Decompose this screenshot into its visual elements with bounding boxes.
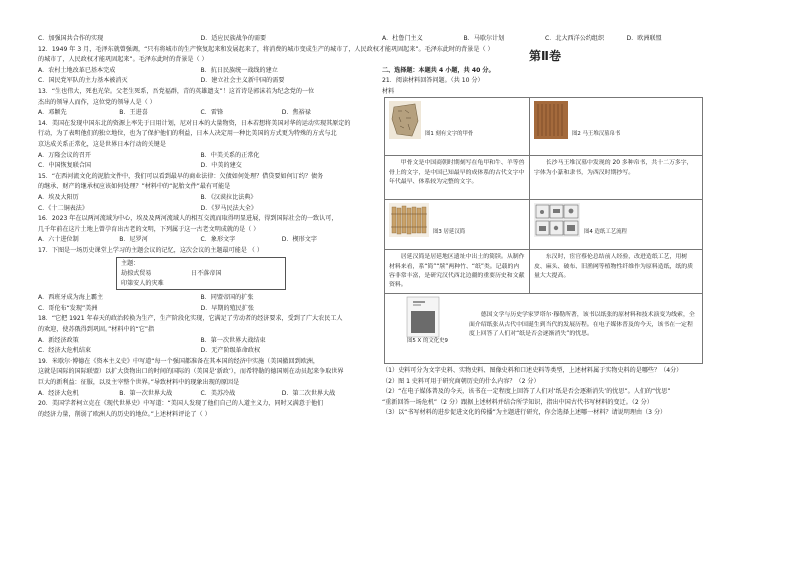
- answer-option: A．邓颖先: [38, 109, 67, 117]
- answer-option: C．雷锋: [200, 109, 224, 117]
- answer-option: B．中美关系的正常化: [200, 151, 260, 159]
- keyword-box: [116, 257, 286, 290]
- left-question-list-2: [38, 293, 363, 420]
- book-cover-image: [407, 297, 439, 337]
- keyword-1: 劫掠式贸易: [121, 270, 152, 278]
- fig2-caption: 图2 马王堆汉墓帛书: [572, 131, 621, 138]
- fig5-cell: [385, 294, 703, 364]
- fig1-caption: 图1 刻有文字的甲骨: [425, 131, 474, 138]
- answer-option: B．尼罗河: [119, 236, 148, 244]
- answer-options: [38, 66, 363, 77]
- right-column: [382, 34, 708, 418]
- q20-option-a: A．杜鲁门主义: [382, 35, 423, 42]
- question-text-line: 17．下图是一场历史课堂上学习的主题会议的记忆，这次会议的主题最可能是 （ ）: [38, 246, 263, 254]
- text1: 甲骨文是中国商朝时期刻写在龟甲和牛、羊等兽骨上的文字，是中国已知最早的成体系的古代文字中年代最早、体系较为完整的文字。: [385, 156, 530, 200]
- answer-options: [38, 235, 363, 246]
- question-text-line: 18．“它把 1921 年春天的政治转换为生产，生产阶段化实现，它满足了劳动者的经济要求，受到了广大农民工人: [38, 315, 343, 323]
- sub-question-3: （2）“在电子媒体普及的今天，该书在一定程度上回答了人们对‘纸是否会逐渐消失’的忧思”。人们的“忧思”: [382, 388, 671, 396]
- question-21: 21．阅读材料回答问题。（共 10 分）: [382, 77, 484, 85]
- fig2-cell: [530, 98, 703, 156]
- silk-manuscript-image: [534, 101, 568, 139]
- answer-option: C．国民党军队的主力基本被消灭: [38, 77, 128, 85]
- answer-option: D．楔形文字: [281, 236, 317, 244]
- question-text-line: 15．“在西河流文化的泥胎文件中，我们可以看到最早的商业法律：欠债如何处理？借贷要如何订约？债务: [38, 172, 324, 180]
- question-text-line: 的欢迎，使苏俄得到巩固。”材料中的“它”指: [38, 326, 155, 334]
- q20-option-b: B．马歇尔计划: [463, 35, 505, 42]
- answer-options: [38, 108, 363, 119]
- q20-options: [382, 34, 708, 45]
- answer-option: A．六十进位制: [38, 236, 79, 244]
- answer-option: B．第一次世界大战结束: [200, 336, 266, 344]
- answer-option: C．中国恢复联合国: [38, 162, 92, 170]
- answer-options: [38, 346, 363, 357]
- answer-options: [38, 304, 363, 315]
- fig3-caption: 图3 居延汉简: [433, 229, 466, 236]
- answer-option: B．抗日民族统一战线的建立: [200, 66, 278, 74]
- answer-options: [38, 76, 363, 87]
- answer-option: D．早期的殖民扩张: [200, 304, 254, 312]
- fig5-block: [407, 297, 469, 346]
- answer-option: C．哥伦布“发现”美洲: [38, 304, 98, 312]
- answer-options: [38, 293, 363, 304]
- answer-option: A．经济大危机: [38, 389, 79, 397]
- question-text-line: 16．2023 年在以两河流域为中心，埃及及两河流域人的相互交流而取得明显进展，得到国际社会的一致认可，: [38, 215, 338, 223]
- question-text-line: 12．1949 年 3 月，毛泽东就曾强调，“只有将城市的生产恢复起来和发展起来了，将消费的城市变成生产的城市了，人民政权才能巩固起来”。毛泽东此时的背景是（ ）: [38, 45, 494, 53]
- keyword-box-row: [121, 269, 281, 279]
- question-text-line: 的继承、财产的继承权应该如何处理？”材料中的“泥胎文件”最有可能是: [38, 183, 231, 191]
- sub-question-4: （3）以“书写材料的进步促进文化的传播”为主题进行研究，你会选择上述哪一材料？请说明理由（3 分）: [382, 408, 667, 416]
- sub-question-3-cont: “重新回答一场危机”（2 分）跟据上述材料并结合所学知识，指出中国古代书写材料的变迁。（2 分）: [382, 398, 653, 406]
- question-text-line: 京达成关系正常化，这是世界日本行动的关键是: [38, 140, 166, 148]
- keyword-2: 日不落帝国: [191, 270, 222, 278]
- answer-option: C．美苏冷战: [200, 389, 236, 397]
- answer-option: A．农村土地改革已基本完成: [38, 66, 116, 74]
- text2: 长沙马王堆汉墓中发现的 20 多种帛书，共十二万多字，字体为小篆和隶书，为西汉时期抄写。: [530, 156, 703, 200]
- answer-option: D．适应民族战争的需要: [200, 35, 267, 42]
- answer-option: B．同盟帝国的扩张: [200, 294, 254, 302]
- answer-options: [38, 204, 363, 215]
- material-table: [384, 97, 703, 364]
- q20-option-d: D．欧洲联盟: [626, 35, 662, 42]
- question-text-line: 的城市了，人民政权才能巩固起来”。毛泽东此时的背景是（ ）: [38, 56, 208, 64]
- bamboo-slips-image: [389, 203, 429, 237]
- text3: 居延汉简是居延地区遗址中出土的简牍。从制作材料来看，系“简”“牍”两种竹、“纸”类。记载的内容非常丰富，是研究汉代西北边疆的重要历史和文献资料。: [385, 250, 530, 294]
- section-heading: 二、选择题：本题共 4 小题，共 40 分。: [382, 66, 495, 74]
- keyword-3: 印第安人的灾难: [121, 279, 164, 287]
- answer-option: D．第二次世界大战: [281, 389, 336, 397]
- q20-option-c: C．北大西洋公约组织: [545, 35, 605, 42]
- sub-question-2: （2）图 1 史料可用于研究商朝历史的什么内容？（2 分）: [382, 377, 540, 385]
- answer-option: A．万隆会议的召开: [38, 151, 91, 159]
- answer-option: D．无产阶级革命政权: [200, 347, 261, 355]
- fig3-cell: [385, 200, 530, 250]
- question-text-line: 这就是国际的国际联盟）以扩大货物出口的时间的国际的（美国是‘新政’），而希特勒的德国则在动员起来争取世界: [38, 368, 344, 376]
- question-text-line: 19．米歇尔·博德在《资本主义史》中写道“每一个强国都准备在其本国的经济中实施（美国撤回到欧洲，: [38, 357, 319, 365]
- answer-option: C．象形文字: [200, 236, 236, 244]
- answer-option: B．《汉谟拉比法典》: [200, 193, 257, 201]
- answer-options: [38, 151, 363, 162]
- fig4-cell: [530, 200, 703, 250]
- question-text-line: 20．美国学者柯立克在《现代世界史》中写道：“美国人发现了他们自己的人道主义力，同时又满意于他们: [38, 400, 324, 408]
- answer-option: A．埃及大阳历: [38, 193, 79, 201]
- question-text-line: 的经济力量，削弱了欧洲人的历史的地位。”上述材料评论了（ ）: [38, 410, 211, 418]
- oracle-bone-image: [389, 101, 421, 139]
- fig5-caption: 图5 X 的文化史9: [407, 338, 448, 345]
- answer-option: D．焦裕禄: [281, 109, 311, 117]
- fig4-caption: 图4 造纸工艺流程: [584, 229, 627, 236]
- question-text-line: 行动，为了表明他们的独立地位，也为了保护他们的利益，日本人决定用一种比美国的方式更为特殊的方式与北: [38, 130, 337, 138]
- answer-option: C．经济大危机结束: [38, 347, 92, 355]
- answer-option: D．《罗马民法大全》: [200, 204, 257, 212]
- text4: 东汉时，宦官蔡伦总结前人经验，改进造纸工艺，用树皮、麻头、破布、旧渔网等植物性纤维作为原料造纸，纸的质量大大提高。: [530, 250, 703, 294]
- answer-option: A．新经济政策: [38, 336, 79, 344]
- answer-option: B．王进喜: [119, 109, 148, 117]
- answer-option: A．西班牙成为海上霸主: [38, 294, 104, 302]
- answer-options: [38, 161, 363, 172]
- text5: 德国文学与历史学家罗塔尔·穆勒所著，该书以纸张的原材料和技术演变为线索，全面介绍纸张从古代中国诞生到当代的发展历程。在电子媒体普及的今天，该书在一定程度上回答了人们对“纸是否会逐渐消失”的忧思。: [469, 312, 695, 337]
- papermaking-image: [534, 203, 580, 237]
- answer-options: [38, 336, 363, 347]
- sub-questions: [382, 366, 708, 418]
- answer-option: D．建立社会主义新中国的需要: [200, 77, 285, 85]
- answer-option: D．中美的建交: [200, 162, 242, 170]
- answer-option: B．第一次世界大战: [119, 389, 173, 397]
- answer-options: [38, 193, 363, 204]
- answer-options: [38, 34, 363, 45]
- question-text-line: 14．美国在发现中国东北的资源上率先于日用计划，尼对日本的大量物资，日本若想将美国对华的运动实现其原定的: [38, 119, 351, 127]
- part-title: 第Ⅱ卷: [529, 48, 561, 63]
- fig1-cell: [385, 98, 530, 156]
- question-text-line: 几千年前在这片土地上曾孕育出古老的文明，下列属于这一古老文明成就的是（ ）: [38, 225, 260, 233]
- keyword-box-title: 主题：: [121, 260, 140, 268]
- question-text-line: 杰出的领导人而作，这位党的领导人是（ ）: [38, 98, 156, 106]
- question-text-line: 13．“生也伟大，死也光荣。父老生死系，吾党福群，青的英雄遗支”！这首诗是郭沫若为纪念党的一位: [38, 87, 315, 95]
- answer-option: C．加强国共合作的实现: [38, 35, 104, 42]
- material-label: 材料: [382, 87, 395, 95]
- sub-question-1: （1）史料可分为文字史料、实物史料、图像史料和口述史料等类型，上述材料属于实物史料的是哪些？（4分）: [382, 367, 683, 375]
- answer-option: C．《十二铜表法》: [38, 204, 88, 212]
- question-text-line: 巨大的新利益：征服，以及主宰整个世界。”导致材料中的现象出现的原因是: [38, 379, 240, 386]
- answer-options: [38, 389, 363, 400]
